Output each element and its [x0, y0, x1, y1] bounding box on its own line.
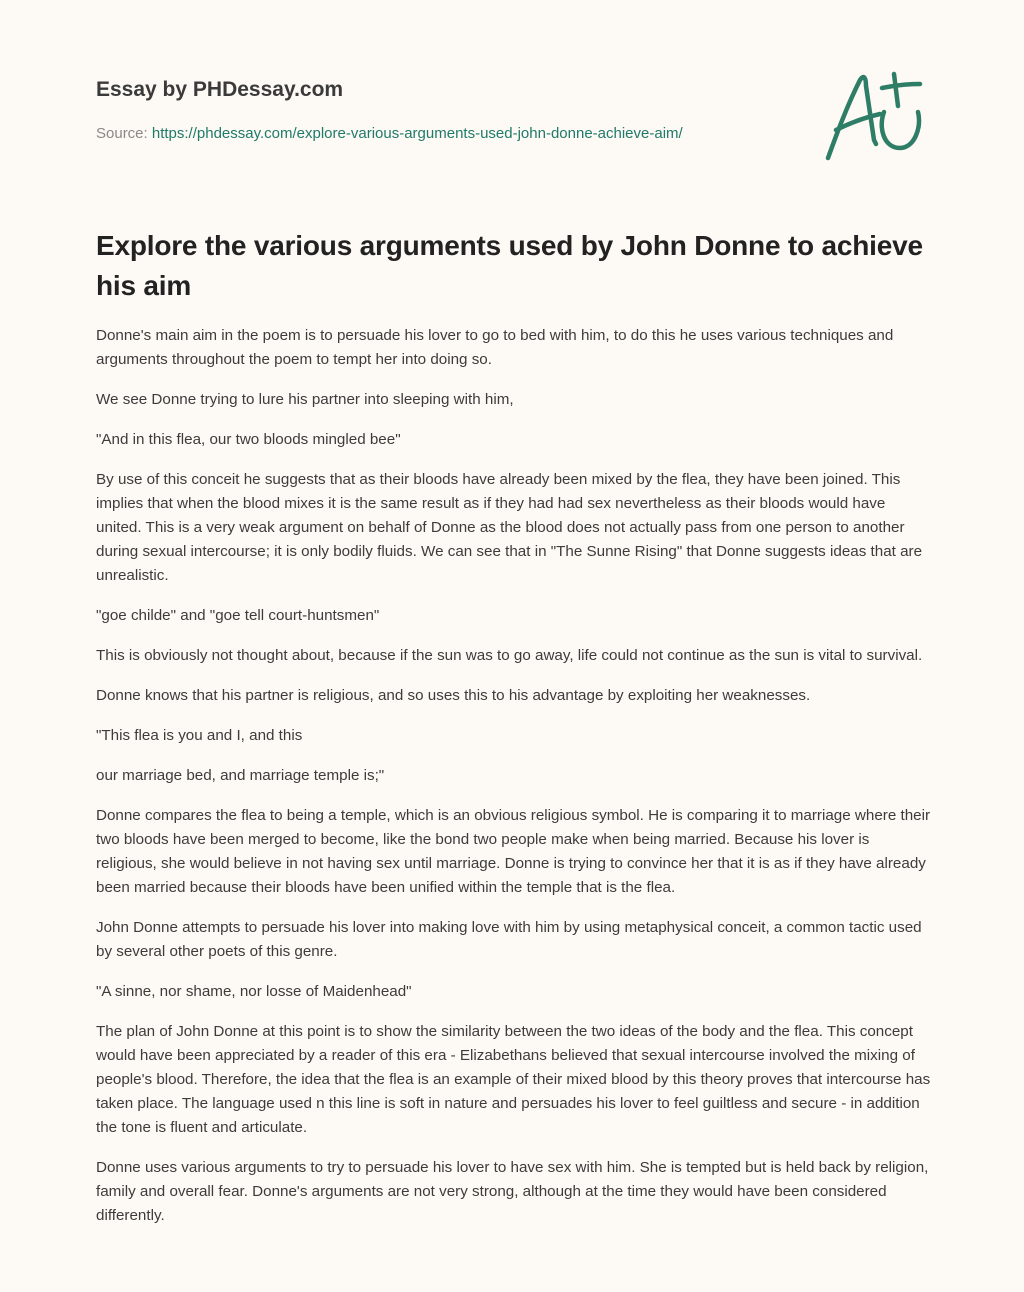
- article-title: Explore the various arguments used by John Donne to achieve his aim: [96, 230, 923, 301]
- quote-paragraph: "A sinne, nor shame, nor losse of Maidenhead": [96, 983, 412, 1000]
- source-link[interactable]: https://phdessay.com/explore-various-arguments-used-john-donne-achieve-aim/: [151, 125, 683, 142]
- quote-paragraph: "And in this flea, our two bloods mingled bee": [96, 431, 401, 448]
- source-label: Source:: [96, 125, 152, 142]
- site-title: Essay by PHDessay.com: [96, 78, 344, 101]
- paragraph: By use of this conceit he suggests that as their bloods have already been mixed by the flea, they have been joined. This implies that when the blood mixes it is the same result as if they had had sex nevertheless as their bloods would have united. This is a very weak argument on behalf of Donne as the blood does not actually pass from one person to another during sexual intercourse; it is only bodily fluids. We can see that in "The Sunne Rising" that Donne suggests ideas that are unrealistic.: [96, 471, 923, 584]
- article: [96, 226, 932, 1244]
- quote-paragraph: our marriage bed, and marriage temple is;": [96, 767, 385, 784]
- paragraph: We see Donne trying to lure his partner into sleeping with him,: [96, 391, 514, 408]
- paragraph: Donne uses various arguments to try to persuade his lover to have sex with him. She is tempted but is held back by religion, family and overall fear. Donne's arguments are not very strong, although at the time they would have been considered differently.: [96, 1159, 929, 1224]
- paragraph: Donne compares the flea to being a temple, which is an obvious religious symbol. He is comparing it to marriage where their two bloods have been merged to become, like the bond two people make when being married. Because his lover is religious, she would believe in not having sex until marriage. Donne is trying to convince her that it is as if they have already been married because their bloods have been unified within the temple that is the flea.: [96, 807, 931, 896]
- paragraph: The plan of John Donne at this point is to show the similarity between the two ideas of the body and the flea. This concept would have been appreciated by a reader of this era - Elizabethans believed that sexual intercourse involved the mixing of people's blood. Therefore, the idea that the flea is an example of their mixed blood by this theory proves that intercourse has taken place. The language used n this line is soft in nature and persuades his lover to feel guiltless and secure - in addition the tone is fluent and articulate.: [96, 1023, 931, 1136]
- paragraph: Donne knows that his partner is religious, and so uses this to his advantage by exploiting her weaknesses.: [96, 687, 811, 704]
- source-line: [96, 124, 796, 144]
- quote-paragraph: "goe childe" and "goe tell court-huntsmen": [96, 607, 380, 624]
- paragraph: John Donne attempts to persuade his lover into making love with him by using metaphysical conceit, a common tactic used by several other poets of this genre.: [96, 919, 922, 960]
- paragraph: Donne's main aim in the poem is to persuade his lover to go to bed with him, to do this he uses various techniques and arguments throughout the poem to tempt her into doing so.: [96, 327, 894, 368]
- quote-paragraph: "This flea is you and I, and this: [96, 727, 303, 744]
- a-plus-logo-svg: [822, 66, 930, 166]
- page-header: [96, 76, 796, 144]
- a-plus-logo-icon: [822, 66, 930, 166]
- paragraph: This is obviously not thought about, because if the sun was to go away, life could not continue as the sun is vital to survival.: [96, 647, 923, 664]
